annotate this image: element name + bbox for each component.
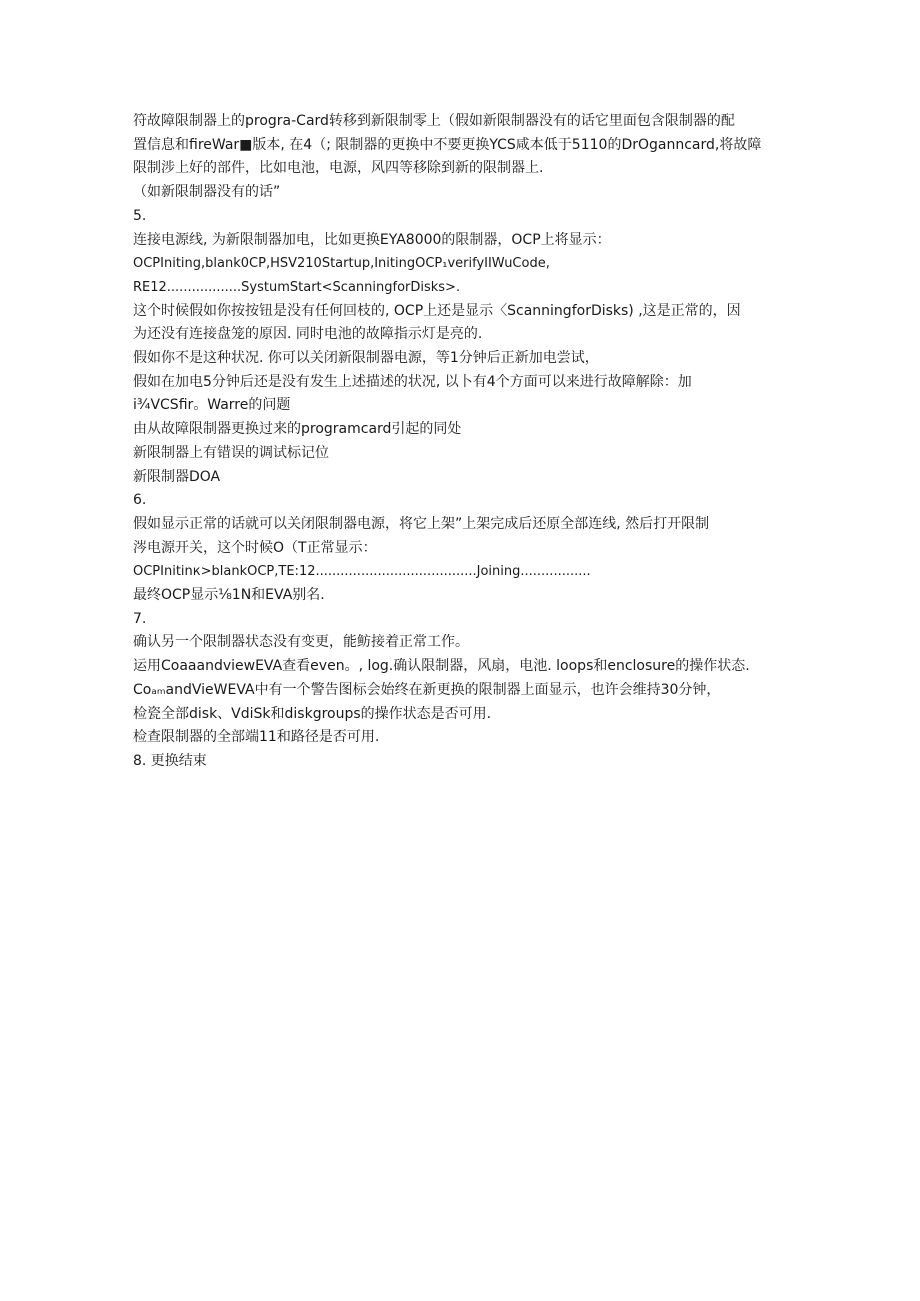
- paragraph-line: i¾VCSfir。Warre的问题: [133, 397, 291, 414]
- paragraph-line: （如新限制器没有的话”: [133, 184, 281, 201]
- paragraph-line: 连接电源线, 为新限制器加电，比如更换EYA8000的限制器，OCP上将显示：: [133, 231, 611, 248]
- list-item: 新限制器DOA: [133, 468, 221, 485]
- step-number: 5.: [133, 207, 147, 224]
- paragraph-line: 假如在加电5分钟后还是没有发生上述描述的状况, 以卜有4个方面可以来进行故障解除：加: [133, 373, 692, 390]
- paragraph-line: 符故障限制器上的progra-Card转移到新限制零上（假如新限制器没有的话它里面包含限制器的配: [133, 113, 735, 129]
- paragraph-line: 检查限制器的全部端11和路径是否可用.: [133, 729, 380, 746]
- paragraph-line: 假如显示正常的话就可以关闭限制器电源，将它上架”上架完成后还原全部连线, 然后打开限制: [133, 515, 710, 532]
- document-body: [133, 110, 785, 774]
- paragraph-line: 为还没有连接盘笼的原因. 同时电池的故障指示灯是亮的.: [133, 326, 483, 343]
- paragraph-line: 这个时候假如你按按钮是没有任何回枝的, OCP上还是显示〈ScanningforDisks) ,这是正常的，因: [133, 302, 741, 319]
- paragraph-line: CoₐₘandVieWEVA中有一个警告图标会始终在新更换的限制器上面显示，也许会维持30分钟，: [133, 681, 721, 698]
- paragraph-line: 确认另一个限制器状态没有变更，能鲂接着正常工作。: [133, 634, 469, 651]
- paragraph-line: 检瓷全部disk、VdiSk和diskgroups的操作状态是否可用.: [133, 705, 492, 722]
- paragraph-line: 限制涉上好的部件，比如电池，电源，风四等移除到新的限制器上.: [133, 160, 544, 177]
- step-final: 8. 更换结束: [133, 752, 207, 769]
- step-number: 6.: [133, 492, 147, 509]
- ocp-display-line: OCPInitinк>blankOCP,TE:12.......................................Joining.................: [133, 564, 591, 580]
- paragraph-line: 置信息和fireWar■版本, 在4（; 限制器的更换中不要更换YCS咸本低于5110的DrOganncard,将故障: [133, 136, 762, 153]
- paragraph-line: 假如你不是这种状况. 你可以关闭新限制器电源，等1分钟后正新加电尝试，: [133, 350, 599, 367]
- ocp-display-line: OCPIniting,blank0CP,HSV210Startup,InitingOCP₁verifyIIWuCode,: [133, 256, 550, 272]
- step-number: 7.: [133, 610, 147, 627]
- list-item: 新限制器上有错误的调试标记位: [133, 444, 329, 461]
- paragraph-line: 涔电源开关，这个时候O（T正常显示：: [133, 539, 377, 556]
- list-item: 由从故障限制器更换过来的programcard引起的同处: [133, 421, 462, 438]
- ocp-display-line: RE12..................SystumStart<ScanningforDisks>.: [133, 279, 461, 295]
- paragraph-line: 最终OCP显示⅛1N和EVA别名.: [133, 587, 325, 604]
- paragraph-line: 运用CoaaandviewEVA查看even。, log.确认限制器，风扇，电池. loops和enclosure的操作状态.: [133, 658, 750, 675]
